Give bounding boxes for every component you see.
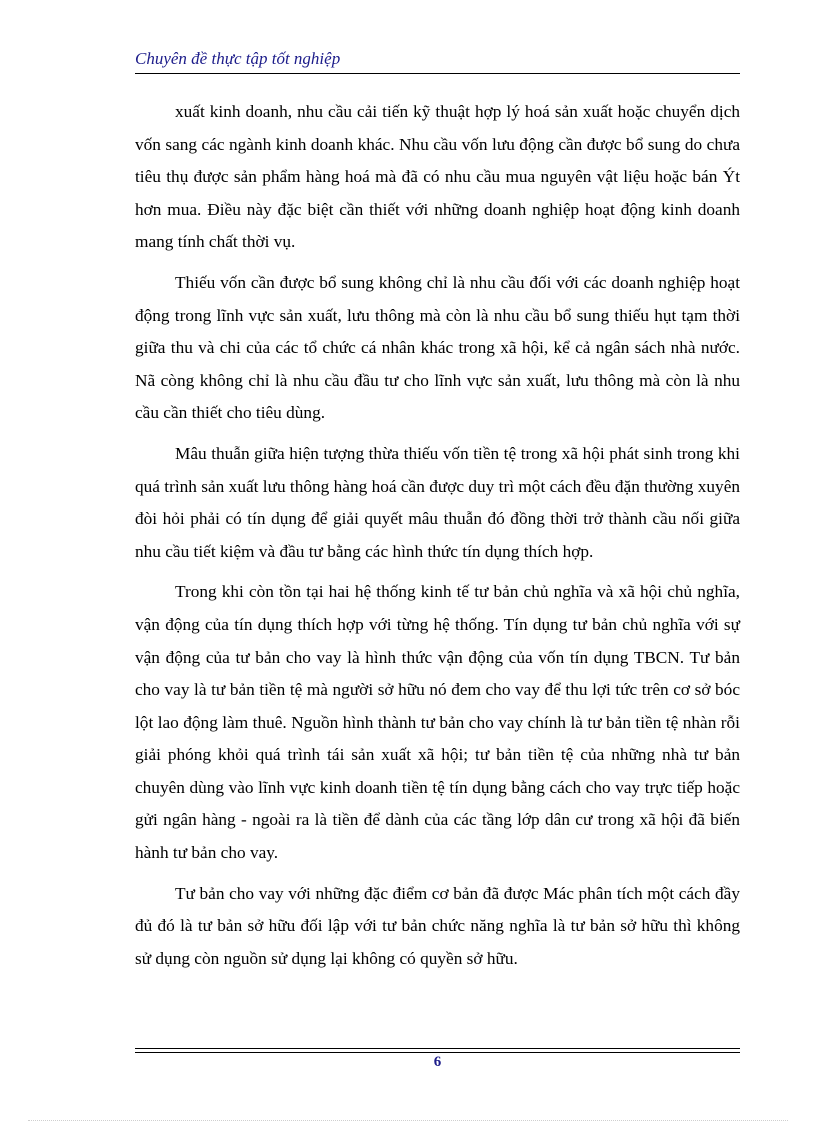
header-title: Chuyên đề thực tập tốt nghiệp	[135, 49, 341, 68]
page-header	[135, 49, 740, 74]
footer-divider	[135, 1048, 740, 1053]
paragraph: Trong khi còn tồn tại hai hệ thống kinh tế tư bản chủ nghĩa và xã hội chủ nghĩa, vận động của tín dụng thích hợp với từng hệ thống. Tín dụng tư bản chủ nghĩa với sự vận động của tư bản cho vay là hình thức vận động của vốn tín dụng TBCN. Tư bản cho vay là tư bản tiền tệ mà người sở hữu nó đem cho vay để thu lợi tức trên cơ sở bóc lột lao động làm thuê. Nguồn hình thành tư bản cho vay chính là tư bản tiền tệ nhàn rỗi giải phóng khỏi quá trình tái sản xuất xã hội; tư bản tiền tệ của những nhà tư bản chuyên dùng vào lĩnh vực kinh doanh tiền tệ tín dụng bằng cách cho vay trực tiếp hoặc gửi ngân hàng - ngoài ra là tiền để dành của các tầng lớp dân cư trong xã hội đã biến hành tư bản cho vay.	[135, 582, 740, 863]
paragraph: Thiếu vốn cần được bổ sung không chỉ là nhu cầu đối với các doanh nghiệp hoạt động trong lĩnh vực sản xuất, lưu thông mà còn là nhu cầu bổ sung thiếu hụt tạm thời giữa thu và chi của các tổ chức cá nhân khác trong xã hội, kể cả ngân sách nhà nước. Nã còng không chỉ là nhu cầu đầu tư cho lĩnh vực sản xuất, lưu thông mà còn là nhu cầu cần thiết cho tiêu dùng.	[135, 272, 740, 423]
paragraph: xuất kinh doanh, nhu cầu cải tiến kỹ thuật hợp lý hoá sản xuất hoặc chuyển dịch vốn sang các ngành kinh doanh khác. Nhu cầu vốn lưu động cần được bổ sung do chưa tiêu thụ được sản phẩm hàng hoá mà đã có nhu cầu mua nguyên vật liệu hoặc bán Ýt hơn mua. Điều này đặc biệt cần thiết với những doanh nghiệp hoạt động kinh doanh mang tính chất thời vụ.	[135, 102, 740, 252]
page-edge-divider	[28, 1120, 788, 1121]
paragraph: Tư bản cho vay với những đặc điểm cơ bản đã được Mác phân tích một cách đầy đủ đó là tư bản sở hữu đối lập với tư bản chức năng nghĩa là tư bản sở hữu thì không sử dụng còn nguồn sử dụng lại không có quyền sở hữu.	[135, 883, 740, 968]
document-body	[135, 96, 740, 983]
paragraph: Mâu thuẫn giữa hiện tượng thừa thiếu vốn tiền tệ trong xã hội phát sinh trong khi quá trình sản xuất lưu thông hàng hoá cần được duy trì một cách đều đặn thường xuyên đòi hỏi phải có tín dụng để giải quyết mâu thuẫn đó đồng thời trở thành cầu nối giữa nhu cầu tiết kiệm và đầu tư bằng các hình thức tín dụng thích hợp.	[135, 443, 740, 561]
page-number: 6	[433, 1054, 442, 1070]
